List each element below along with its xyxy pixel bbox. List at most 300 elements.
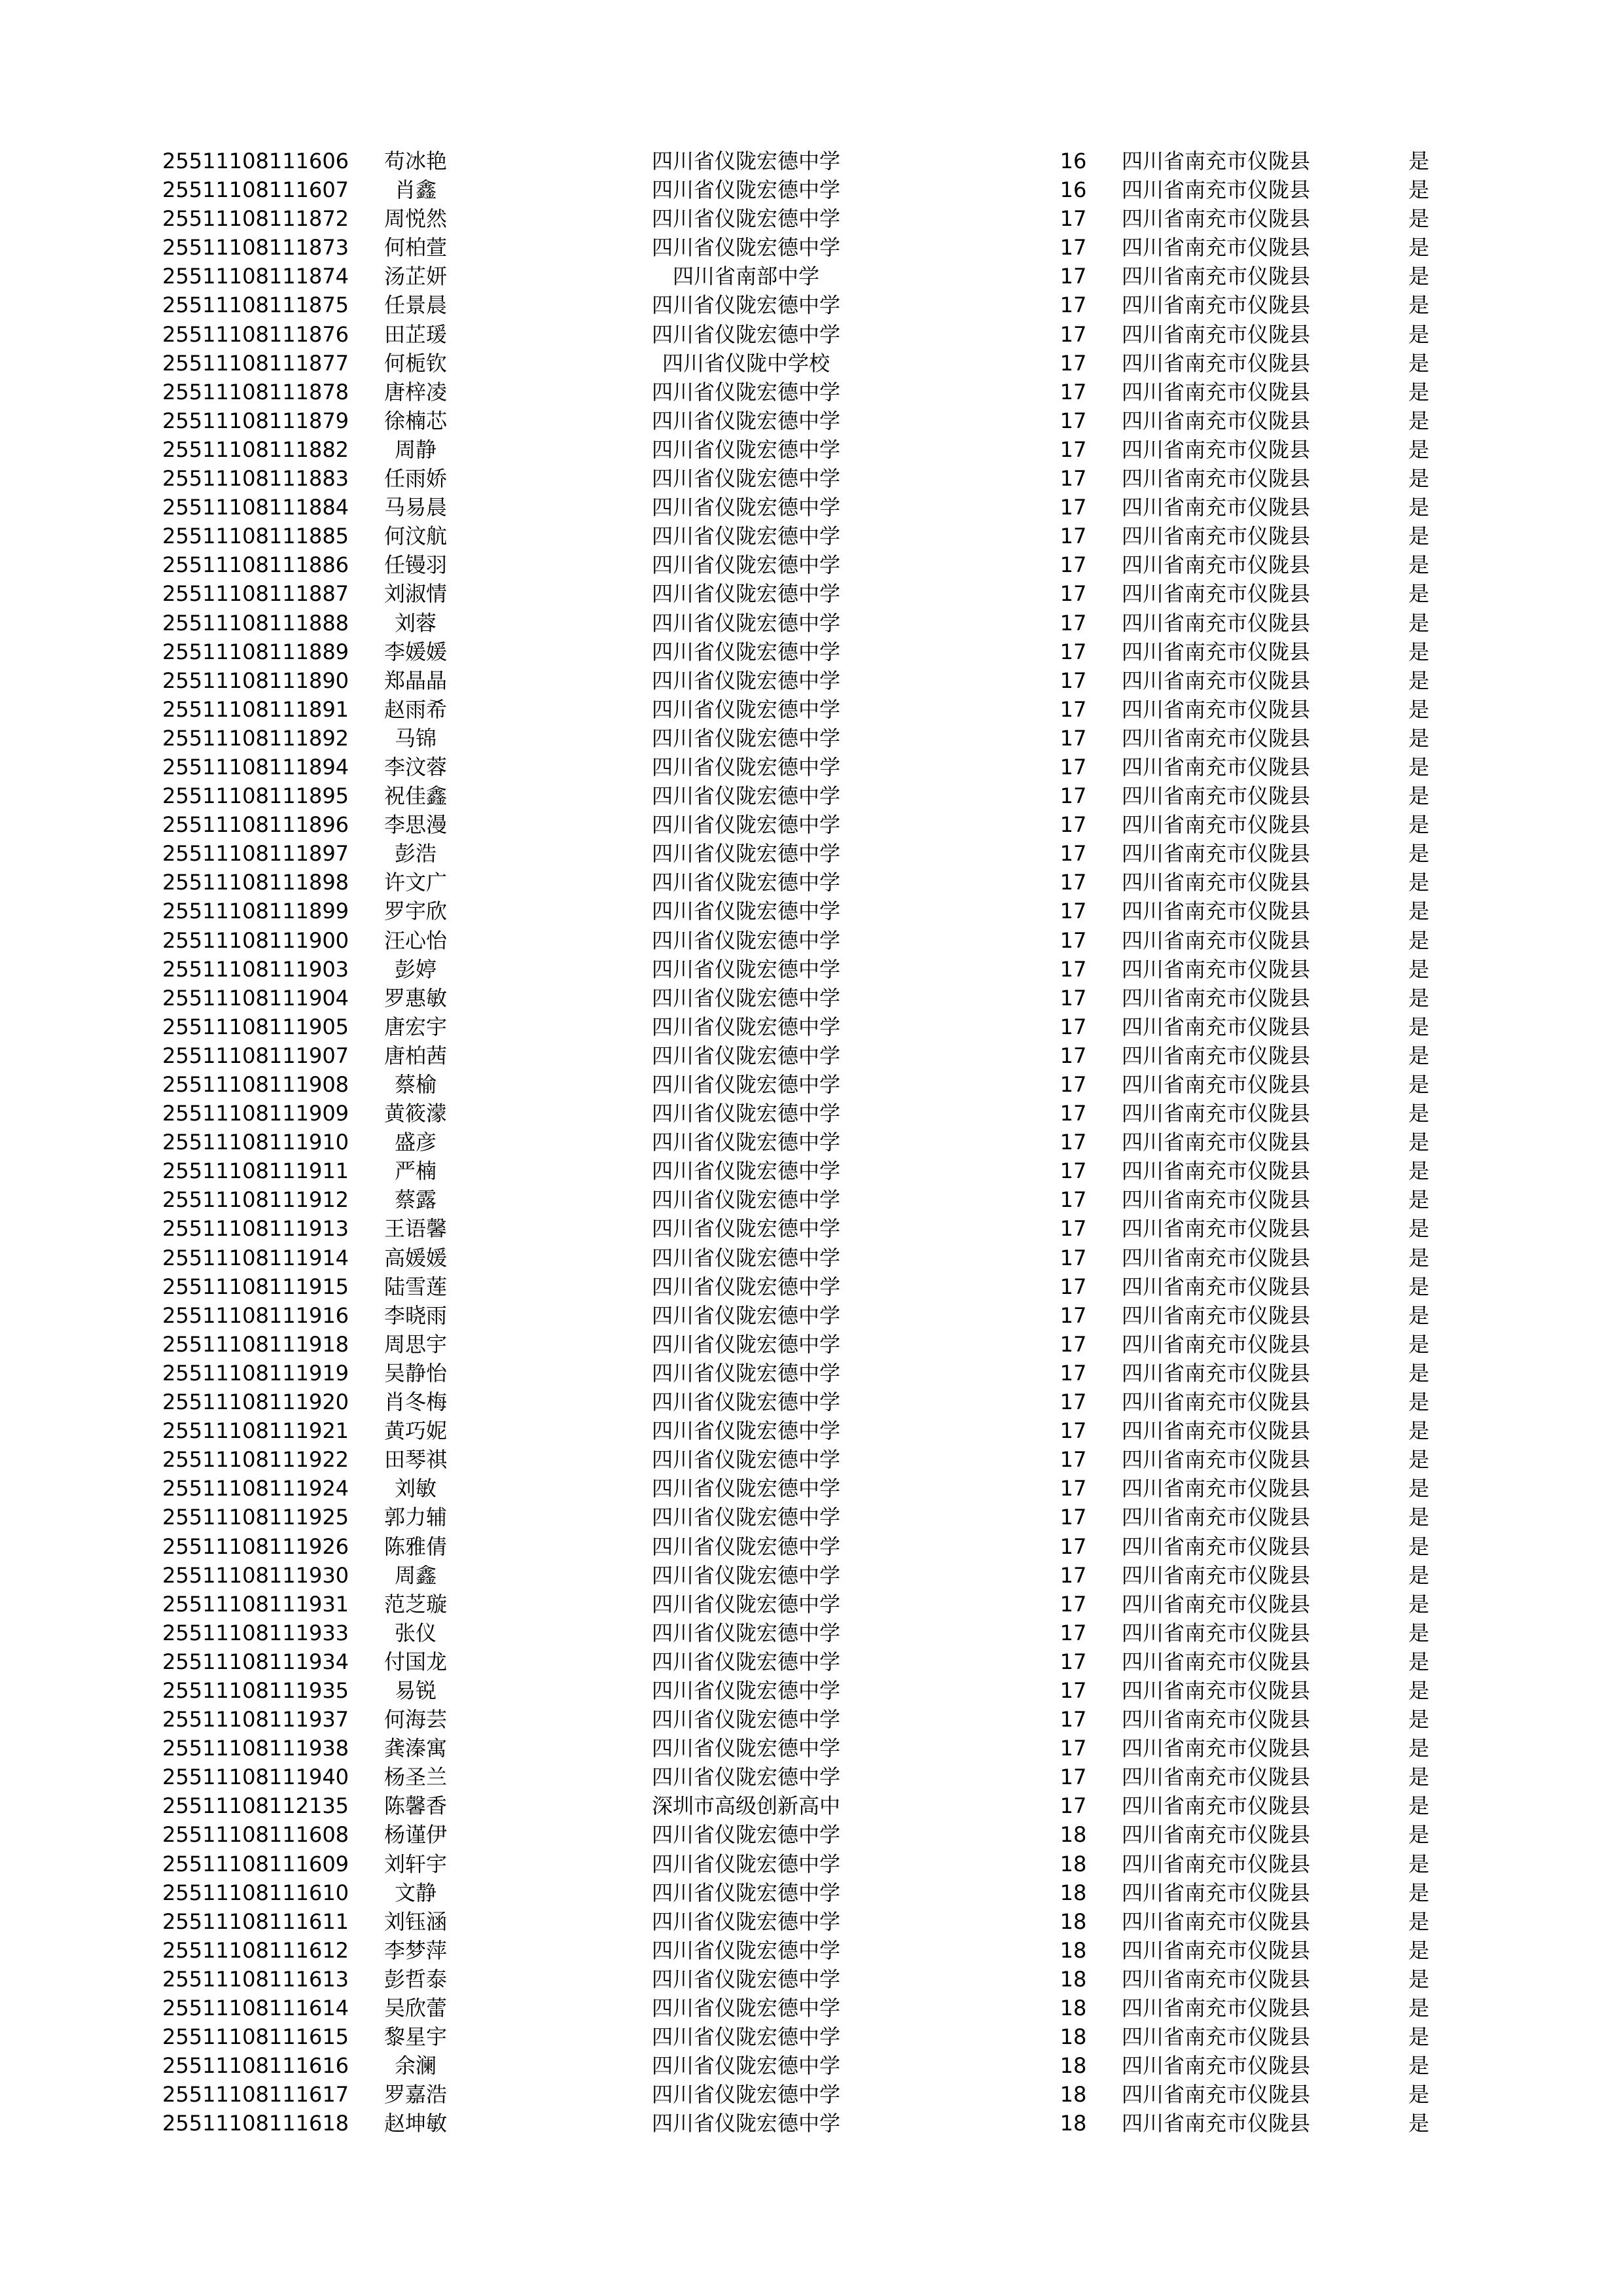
age-cell: 17	[1060, 1302, 1087, 1328]
table-row	[0, 868, 1623, 897]
school-name-cell: 四川省仪陇宏德中学	[651, 408, 840, 433]
school-name-cell: 四川省仪陇宏德中学	[651, 235, 840, 260]
school-name-cell: 四川省仪陇宏德中学	[651, 1851, 840, 1876]
eligibility-flag-cell: 是	[1408, 1418, 1429, 1444]
exam-id-cell: 25511108111885	[162, 524, 349, 549]
age-cell: 17	[1060, 1534, 1087, 1559]
eligibility-flag-cell: 是	[1408, 206, 1429, 232]
table-row	[0, 262, 1623, 291]
student-name-cell: 任景晨	[383, 293, 447, 318]
region-cell: 四川省南充市仪陇县	[1122, 1677, 1311, 1703]
eligibility-flag-cell: 是	[1408, 466, 1429, 492]
exam-id-cell: 25511108111907	[162, 1043, 349, 1068]
student-name-cell: 罗宇欣	[383, 899, 447, 924]
eligibility-flag-cell: 是	[1408, 1851, 1429, 1876]
eligibility-flag-cell: 是	[1408, 293, 1429, 318]
table-row	[0, 1965, 1623, 1994]
age-cell: 17	[1060, 1562, 1087, 1588]
age-cell: 18	[1060, 2024, 1087, 2050]
age-cell: 17	[1060, 1158, 1087, 1184]
region-cell: 四川省南充市仪陇县	[1122, 870, 1311, 895]
age-cell: 17	[1060, 985, 1087, 1011]
eligibility-flag-cell: 是	[1408, 754, 1429, 780]
region-cell: 四川省南充市仪陇县	[1122, 1043, 1311, 1068]
region-cell: 四川省南充市仪陇县	[1122, 581, 1311, 607]
school-name-cell: 四川省仪陇宏德中学	[651, 725, 840, 751]
table-row	[0, 753, 1623, 781]
exam-id-cell: 25511108111924	[162, 1476, 349, 1501]
age-cell: 18	[1060, 2111, 1087, 2136]
exam-id-cell: 25511108111934	[162, 1649, 349, 1674]
exam-id-cell: 25511108111878	[162, 379, 349, 404]
table-row	[0, 1907, 1623, 1936]
table-row	[0, 579, 1623, 608]
student-name-cell: 彭浩	[394, 841, 437, 867]
school-name-cell: 四川省仪陇宏德中学	[651, 1043, 840, 1068]
student-name-cell: 何海芸	[383, 1707, 447, 1732]
exam-id-cell: 25511108111916	[162, 1302, 349, 1328]
region-cell: 四川省南充市仪陇县	[1122, 927, 1311, 953]
exam-id-cell: 25511108111879	[162, 408, 349, 433]
region-cell: 四川省南充市仪陇县	[1122, 466, 1311, 492]
exam-id-cell: 25511108111918	[162, 1331, 349, 1357]
student-name-cell: 李思漫	[383, 812, 447, 838]
exam-id-cell: 25511108111896	[162, 812, 349, 838]
eligibility-flag-cell: 是	[1408, 1447, 1429, 1473]
student-name-cell: 何柏萱	[383, 235, 447, 260]
eligibility-flag-cell: 是	[1408, 2111, 1429, 2136]
age-cell: 17	[1060, 264, 1087, 289]
age-cell: 17	[1060, 668, 1087, 693]
table-row	[0, 233, 1623, 262]
table-row	[0, 637, 1623, 666]
eligibility-flag-cell: 是	[1408, 812, 1429, 838]
student-name-cell: 李媛媛	[383, 639, 447, 664]
student-name-cell: 许文广	[383, 870, 447, 895]
school-name-cell: 四川省仪陇宏德中学	[651, 956, 840, 982]
table-row	[0, 1590, 1623, 1619]
age-cell: 17	[1060, 725, 1087, 751]
eligibility-flag-cell: 是	[1408, 495, 1429, 520]
eligibility-flag-cell: 是	[1408, 1101, 1429, 1126]
table-row	[0, 1676, 1623, 1705]
school-name-cell: 四川省仪陇宏德中学	[651, 1765, 840, 1790]
school-name-cell: 深圳市高级创新高中	[651, 1793, 840, 1819]
eligibility-flag-cell: 是	[1408, 1158, 1429, 1184]
exam-id-cell: 25511108111931	[162, 1591, 349, 1617]
table-row	[0, 349, 1623, 378]
eligibility-flag-cell: 是	[1408, 408, 1429, 433]
age-cell: 17	[1060, 1245, 1087, 1270]
age-cell: 17	[1060, 696, 1087, 722]
table-row	[0, 1041, 1623, 1070]
school-name-cell: 四川省南部中学	[672, 264, 819, 289]
student-name-cell: 彭婷	[394, 956, 437, 982]
eligibility-flag-cell: 是	[1408, 1677, 1429, 1703]
school-name-cell: 四川省仪陇宏德中学	[651, 177, 840, 203]
exam-id-cell: 25511108111890	[162, 668, 349, 693]
exam-id-cell: 25511108111877	[162, 350, 349, 376]
table-row	[0, 1416, 1623, 1445]
eligibility-flag-cell: 是	[1408, 1245, 1429, 1270]
student-name-cell: 李晓雨	[383, 1302, 447, 1328]
eligibility-flag-cell: 是	[1408, 581, 1429, 607]
student-name-cell: 王语馨	[383, 1216, 447, 1242]
student-name-cell: 彭哲泰	[383, 1966, 447, 1992]
region-cell: 四川省南充市仪陇县	[1122, 783, 1311, 809]
age-cell: 18	[1060, 1996, 1087, 2020]
student-name-cell: 汪心怡	[383, 927, 447, 953]
table-row	[0, 1994, 1623, 2022]
school-name-cell: 四川省仪陇宏德中学	[651, 841, 840, 867]
student-name-cell: 张仪	[394, 1620, 437, 1645]
school-name-cell: 四川省仪陇宏德中学	[651, 1390, 840, 1415]
eligibility-flag-cell: 是	[1408, 956, 1429, 982]
region-cell: 四川省南充市仪陇县	[1122, 1591, 1311, 1617]
student-name-cell: 刘轩宇	[383, 1851, 447, 1876]
exam-id-cell: 25511108111607	[162, 177, 349, 203]
exam-id-cell: 25511108111922	[162, 1447, 349, 1473]
region-cell: 四川省南充市仪陇县	[1122, 379, 1311, 404]
table-row	[0, 781, 1623, 810]
student-name-cell: 汤芷妍	[383, 264, 447, 289]
region-cell: 四川省南充市仪陇县	[1122, 495, 1311, 520]
region-cell: 四川省南充市仪陇县	[1122, 1562, 1311, 1588]
student-name-cell: 赵雨希	[383, 696, 447, 722]
student-name-cell: 田芷瑗	[383, 321, 447, 347]
age-cell: 17	[1060, 1360, 1087, 1386]
table-row	[0, 1647, 1623, 1676]
eligibility-flag-cell: 是	[1408, 1216, 1429, 1242]
region-cell: 四川省南充市仪陇县	[1122, 1187, 1311, 1213]
school-name-cell: 四川省仪陇宏德中学	[651, 2082, 840, 2108]
table-row	[0, 695, 1623, 724]
region-cell: 四川省南充市仪陇县	[1122, 899, 1311, 924]
exam-id-cell: 25511108111940	[162, 1765, 349, 1790]
eligibility-flag-cell: 是	[1408, 1130, 1429, 1155]
table-row	[0, 1157, 1623, 1185]
age-cell: 17	[1060, 379, 1087, 404]
exam-id-cell: 25511108111920	[162, 1390, 349, 1415]
table-row	[0, 291, 1623, 319]
age-cell: 17	[1060, 1130, 1087, 1155]
exam-id-cell: 25511108111938	[162, 1736, 349, 1761]
eligibility-flag-cell: 是	[1408, 1937, 1429, 1963]
eligibility-flag-cell: 是	[1408, 552, 1429, 578]
exam-id-cell: 25511108111933	[162, 1620, 349, 1645]
region-cell: 四川省南充市仪陇县	[1122, 1620, 1311, 1645]
school-name-cell: 四川省仪陇宏德中学	[651, 1736, 840, 1761]
region-cell: 四川省南充市仪陇县	[1122, 956, 1311, 982]
student-name-cell: 蔡露	[394, 1187, 437, 1213]
table-row	[0, 1359, 1623, 1388]
table-row	[0, 147, 1623, 175]
exam-id-cell: 25511108111888	[162, 610, 349, 636]
school-name-cell: 四川省仪陇宏德中学	[651, 321, 840, 347]
table-row	[0, 406, 1623, 435]
region-cell: 四川省南充市仪陇县	[1122, 2024, 1311, 2050]
age-cell: 17	[1060, 1072, 1087, 1097]
exam-id-cell: 25511108111904	[162, 985, 349, 1011]
school-name-cell: 四川省仪陇宏德中学	[651, 1996, 840, 2020]
table-row	[0, 1878, 1623, 1907]
school-name-cell: 四川省仪陇宏德中学	[651, 668, 840, 693]
exam-id-cell: 25511108111897	[162, 841, 349, 867]
exam-id-cell: 25511108111903	[162, 956, 349, 982]
region-cell: 四川省南充市仪陇县	[1122, 2053, 1311, 2079]
exam-id-cell: 25511108111892	[162, 725, 349, 751]
age-cell: 17	[1060, 235, 1087, 260]
table-row	[0, 522, 1623, 550]
school-name-cell: 四川省仪陇宏德中学	[651, 2024, 840, 2050]
age-cell: 17	[1060, 899, 1087, 924]
student-name-cell: 刘淑情	[383, 581, 447, 607]
student-name-cell: 祝佳鑫	[383, 783, 447, 809]
student-name-cell: 马易晨	[383, 495, 447, 520]
table-row	[0, 1128, 1623, 1157]
region-cell: 四川省南充市仪陇县	[1122, 725, 1311, 751]
school-name-cell: 四川省仪陇宏德中学	[651, 1245, 840, 1270]
student-name-cell: 刘蓉	[394, 610, 437, 636]
school-name-cell: 四川省仪陇宏德中学	[651, 2111, 840, 2136]
student-name-cell: 何汶航	[383, 524, 447, 549]
age-cell: 18	[1060, 1880, 1087, 1905]
eligibility-flag-cell: 是	[1408, 1880, 1429, 1905]
student-name-cell: 龚溱寓	[383, 1736, 447, 1761]
table-row	[0, 435, 1623, 464]
student-name-cell: 陈馨香	[383, 1793, 447, 1819]
table-row	[0, 1561, 1623, 1590]
eligibility-flag-cell: 是	[1408, 1390, 1429, 1415]
region-cell: 四川省南充市仪陇县	[1122, 754, 1311, 780]
exam-id-cell: 25511108111905	[162, 1014, 349, 1039]
school-name-cell: 四川省仪陇宏德中学	[651, 1331, 840, 1357]
school-name-cell: 四川省仪陇宏德中学	[651, 1620, 840, 1645]
region-cell: 四川省南充市仪陇县	[1122, 1736, 1311, 1761]
student-name-cell: 高媛媛	[383, 1245, 447, 1270]
eligibility-flag-cell: 是	[1408, 899, 1429, 924]
region-cell: 四川省南充市仪陇县	[1122, 1390, 1311, 1415]
eligibility-flag-cell: 是	[1408, 321, 1429, 347]
eligibility-flag-cell: 是	[1408, 1966, 1429, 1992]
exam-id-cell: 25511108111930	[162, 1562, 349, 1588]
student-name-cell: 余澜	[394, 2053, 437, 2079]
age-cell: 17	[1060, 1649, 1087, 1674]
exam-id-cell: 25511108111884	[162, 495, 349, 520]
region-cell: 四川省南充市仪陇县	[1122, 408, 1311, 433]
exam-id-cell: 25511108111898	[162, 870, 349, 895]
exam-id-cell: 25511108111873	[162, 235, 349, 260]
exam-id-cell: 25511108111908	[162, 1072, 349, 1097]
age-cell: 17	[1060, 1274, 1087, 1299]
exam-id-cell: 25511108111900	[162, 927, 349, 953]
exam-id-cell: 25511108111921	[162, 1418, 349, 1444]
exam-id-cell: 25511108111883	[162, 466, 349, 492]
school-name-cell: 四川省仪陇宏德中学	[651, 1014, 840, 1039]
age-cell: 17	[1060, 927, 1087, 953]
age-cell: 17	[1060, 321, 1087, 347]
table-row	[0, 1070, 1623, 1099]
eligibility-flag-cell: 是	[1408, 177, 1429, 203]
exam-id-cell: 25511108111935	[162, 1677, 349, 1703]
eligibility-flag-cell: 是	[1408, 1274, 1429, 1299]
region-cell: 四川省南充市仪陇县	[1122, 696, 1311, 722]
table-row	[0, 1244, 1623, 1272]
student-name-cell: 易锐	[394, 1677, 437, 1703]
age-cell: 17	[1060, 408, 1087, 433]
school-name-cell: 四川省仪陇宏德中学	[651, 552, 840, 578]
student-name-cell: 蔡榆	[394, 1072, 437, 1097]
age-cell: 17	[1060, 466, 1087, 492]
age-cell: 17	[1060, 1447, 1087, 1473]
student-name-cell: 赵坤敏	[383, 2111, 447, 2136]
school-name-cell: 四川省仪陇宏德中学	[651, 1360, 840, 1386]
school-name-cell: 四川省仪陇宏德中学	[651, 495, 840, 520]
region-cell: 四川省南充市仪陇县	[1122, 1014, 1311, 1039]
region-cell: 四川省南充市仪陇县	[1122, 524, 1311, 549]
region-cell: 四川省南充市仪陇县	[1122, 1909, 1311, 1934]
eligibility-flag-cell: 是	[1408, 437, 1429, 462]
region-cell: 四川省南充市仪陇县	[1122, 293, 1311, 318]
exam-id-cell: 25511108111876	[162, 321, 349, 347]
exam-id-cell: 25511108111612	[162, 1937, 349, 1963]
eligibility-flag-cell: 是	[1408, 379, 1429, 404]
region-cell: 四川省南充市仪陇县	[1122, 1534, 1311, 1559]
school-name-cell: 四川省仪陇宏德中学	[651, 1476, 840, 1501]
table-row	[0, 1445, 1623, 1474]
exam-id-cell: 25511108111875	[162, 293, 349, 318]
table-row	[0, 320, 1623, 349]
eligibility-flag-cell: 是	[1408, 639, 1429, 664]
table-row	[0, 2109, 1623, 2138]
age-cell: 17	[1060, 1505, 1087, 1530]
school-name-cell: 四川省仪陇宏德中学	[651, 2053, 840, 2079]
student-name-cell: 田琴祺	[383, 1447, 447, 1473]
table-row	[0, 984, 1623, 1013]
student-name-cell: 陈雅倩	[383, 1534, 447, 1559]
school-name-cell: 四川省仪陇中学校	[662, 350, 830, 376]
eligibility-flag-cell: 是	[1408, 1302, 1429, 1328]
eligibility-flag-cell: 是	[1408, 1620, 1429, 1645]
region-cell: 四川省南充市仪陇县	[1122, 1476, 1311, 1501]
age-cell: 17	[1060, 841, 1087, 867]
table-row	[0, 839, 1623, 868]
region-cell: 四川省南充市仪陇县	[1122, 1649, 1311, 1674]
exam-id-cell: 25511108111913	[162, 1216, 349, 1242]
table-row	[0, 1272, 1623, 1301]
eligibility-flag-cell: 是	[1408, 870, 1429, 895]
region-cell: 四川省南充市仪陇县	[1122, 1101, 1311, 1126]
school-name-cell: 四川省仪陇宏德中学	[651, 1562, 840, 1588]
table-row	[0, 1388, 1623, 1416]
age-cell: 17	[1060, 1793, 1087, 1819]
school-name-cell: 四川省仪陇宏德中学	[651, 379, 840, 404]
student-name-cell: 文静	[394, 1880, 437, 1905]
school-name-cell: 四川省仪陇宏德中学	[651, 927, 840, 953]
region-cell: 四川省南充市仪陇县	[1122, 668, 1311, 693]
table-row	[0, 1503, 1623, 1532]
table-row	[0, 1099, 1623, 1128]
school-name-cell: 四川省仪陇宏德中学	[651, 1447, 840, 1473]
age-cell: 17	[1060, 1101, 1087, 1126]
school-name-cell: 四川省仪陇宏德中学	[651, 581, 840, 607]
school-name-cell: 四川省仪陇宏德中学	[651, 524, 840, 549]
table-row	[0, 464, 1623, 493]
eligibility-flag-cell: 是	[1408, 696, 1429, 722]
table-row	[0, 175, 1623, 204]
table-row	[0, 1936, 1623, 1965]
student-name-cell: 周鑫	[394, 1562, 437, 1588]
exam-id-cell: 25511108111613	[162, 1966, 349, 1992]
table-row	[0, 897, 1623, 925]
student-name-cell: 徐楠芯	[383, 408, 447, 433]
student-name-cell: 吴静怡	[383, 1360, 447, 1386]
eligibility-flag-cell: 是	[1408, 350, 1429, 376]
region-cell: 四川省南充市仪陇县	[1122, 1505, 1311, 1530]
school-name-cell: 四川省仪陇宏德中学	[651, 696, 840, 722]
region-cell: 四川省南充市仪陇县	[1122, 235, 1311, 260]
eligibility-flag-cell: 是	[1408, 1736, 1429, 1761]
student-name-cell: 马锦	[394, 725, 437, 751]
student-name-cell: 苟冰艳	[383, 149, 447, 173]
age-cell: 18	[1060, 1851, 1087, 1876]
region-cell: 四川省南充市仪陇县	[1122, 1130, 1311, 1155]
school-name-cell: 四川省仪陇宏德中学	[651, 1880, 840, 1905]
table-row	[0, 1850, 1623, 1878]
student-name-cell: 肖鑫	[394, 177, 437, 203]
region-cell: 四川省南充市仪陇县	[1122, 1966, 1311, 1992]
exam-id-cell: 25511108111887	[162, 581, 349, 607]
school-name-cell: 四川省仪陇宏德中学	[651, 1216, 840, 1242]
exam-id-cell: 25511108111610	[162, 1880, 349, 1905]
school-name-cell: 四川省仪陇宏德中学	[651, 1534, 840, 1559]
eligibility-flag-cell: 是	[1408, 668, 1429, 693]
eligibility-flag-cell: 是	[1408, 1331, 1429, 1357]
eligibility-flag-cell: 是	[1408, 1822, 1429, 1848]
table-row	[0, 1013, 1623, 1041]
age-cell: 18	[1060, 1822, 1087, 1848]
region-cell: 四川省南充市仪陇县	[1122, 149, 1311, 173]
region-cell: 四川省南充市仪陇县	[1122, 1707, 1311, 1732]
table-row	[0, 810, 1623, 839]
region-cell: 四川省南充市仪陇县	[1122, 264, 1311, 289]
table-row	[0, 955, 1623, 984]
eligibility-flag-cell: 是	[1408, 783, 1429, 809]
table-row	[0, 609, 1623, 637]
student-name-cell: 严楠	[394, 1158, 437, 1184]
region-cell: 四川省南充市仪陇县	[1122, 1880, 1311, 1905]
student-name-cell: 唐柏茜	[383, 1043, 447, 1068]
school-name-cell: 四川省仪陇宏德中学	[651, 1274, 840, 1299]
school-name-cell: 四川省仪陇宏德中学	[651, 1101, 840, 1126]
region-cell: 四川省南充市仪陇县	[1122, 1937, 1311, 1963]
region-cell: 四川省南充市仪陇县	[1122, 1793, 1311, 1819]
school-name-cell: 四川省仪陇宏德中学	[651, 1707, 840, 1732]
school-name-cell: 四川省仪陇宏德中学	[651, 1302, 840, 1328]
student-name-cell: 付国龙	[383, 1649, 447, 1674]
eligibility-flag-cell: 是	[1408, 1765, 1429, 1790]
school-name-cell: 四川省仪陇宏德中学	[651, 899, 840, 924]
table-row	[0, 666, 1623, 695]
eligibility-flag-cell: 是	[1408, 1707, 1429, 1732]
age-cell: 17	[1060, 1736, 1087, 1761]
school-name-cell: 四川省仪陇宏德中学	[651, 812, 840, 838]
age-cell: 18	[1060, 2082, 1087, 2108]
table-row	[0, 550, 1623, 579]
table-row	[0, 1532, 1623, 1561]
age-cell: 17	[1060, 1390, 1087, 1415]
exam-id-cell: 25511108111614	[162, 1996, 349, 2020]
